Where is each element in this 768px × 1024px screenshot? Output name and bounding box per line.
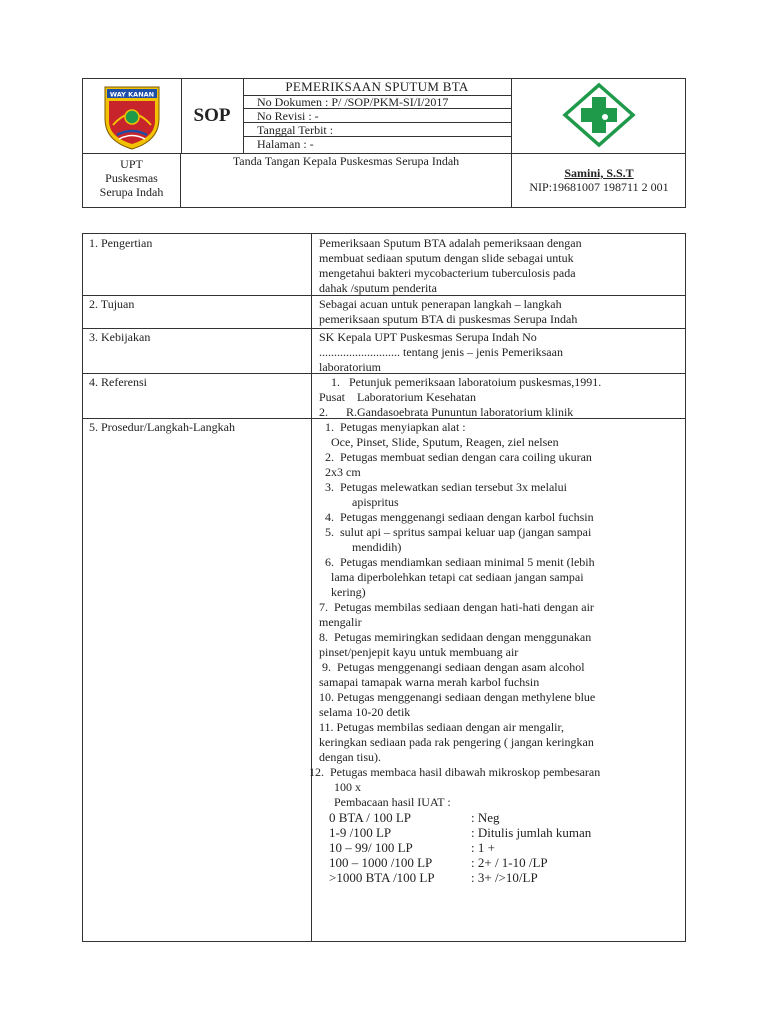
meta-no-dokumen: No Dokumen : P/ /SOP/PKM-SI/I/2017 bbox=[243, 95, 511, 109]
procedure-step-line: 6. Petugas mendiamkan sediaan minimal 5 menit (lebih bbox=[319, 555, 595, 569]
section-label-kebijakan: 3. Kebijakan bbox=[89, 330, 151, 344]
procedure-step-line: samapai tamapak warna merah karbol fuchsin bbox=[319, 675, 540, 689]
section-text-tujuan bbox=[319, 297, 679, 327]
procedure-step-line: 100 x bbox=[319, 780, 361, 794]
procedure-step-line: Oce, Pinset, Slide, Sputum, Reagen, ziel nelsen bbox=[319, 435, 559, 449]
way-kanan-crest-icon bbox=[83, 79, 181, 153]
section-label-pengertian: 1. Pengertian bbox=[89, 236, 153, 250]
result-reading-row bbox=[319, 855, 679, 870]
procedure-step-line: 10. Petugas menggenangi sediaan dengan methylene blue bbox=[319, 690, 596, 704]
text-line: Sebagai acuan untuk penerapan langkah – langkah bbox=[319, 297, 562, 311]
procedure-step-line: mengalir bbox=[319, 615, 362, 629]
result-reading-row bbox=[319, 810, 679, 825]
text-line: 1. Petunjuk pemeriksaan laboratoium puskesmas,1991. bbox=[319, 375, 602, 389]
text-line: dahak /sputum penderita bbox=[319, 281, 437, 295]
upt-name-cell bbox=[83, 154, 181, 207]
procedure-step-line: kering) bbox=[319, 585, 366, 599]
document-title: PEMERIKSAAN SPUTUM BTA bbox=[243, 79, 511, 96]
procedure-step-line: 8. Petugas memiringkan sedidaan dengan menggunakan bbox=[319, 630, 592, 644]
text-line: mengetahui bakteri mycobacterium tuberculosis pada bbox=[319, 266, 576, 280]
procedure-step-line: 2. Petugas membuat sedian dengan cara coiling ukuran bbox=[319, 450, 592, 464]
text-line: pemeriksaan sputum BTA di puskesmas Serupa Indah bbox=[319, 312, 578, 326]
procedure-step-line: 7. Petugas membilas sediaan dengan hati-hati dengan air bbox=[319, 600, 594, 614]
text-line: membuat sediaan sputum dengan slide sebagai untuk bbox=[319, 251, 574, 265]
procedure-step-line: 11. Petugas membilas sediaan dengan air mengalir, bbox=[319, 720, 565, 734]
procedure-step-line: dengan tisu). bbox=[319, 750, 381, 764]
result-reading-row bbox=[319, 870, 679, 885]
text-line: laboratorium bbox=[319, 360, 381, 374]
procedure-step-line: 12. Petugas membaca hasil dibawah mikroskop pembesaran bbox=[309, 765, 601, 779]
result-range: >1000 BTA /100 LP bbox=[329, 870, 435, 885]
result-reading-row bbox=[319, 840, 679, 855]
procedure-step-line: Pembacaan hasil IUAT : bbox=[319, 795, 451, 809]
procedure-step-line: mendidih) bbox=[319, 540, 402, 554]
section-text-referensi bbox=[319, 375, 679, 420]
meta-tanggal-terbit: Tanggal Terbit : bbox=[243, 123, 511, 137]
procedure-step-line: 9. Petugas menggenangi sediaan dengan asam alcohol bbox=[319, 660, 585, 674]
sop-content-table bbox=[82, 233, 686, 942]
text-line: Pemeriksaan Sputum BTA adalah pemeriksaan dengan bbox=[319, 236, 582, 250]
puskesmas-cross-icon bbox=[512, 79, 686, 153]
signer-name: Samini, S.S.T bbox=[564, 166, 634, 180]
way-kanan-crest-cell bbox=[83, 79, 182, 153]
text-line: Pusat Laboratorium Kesehatan bbox=[319, 390, 476, 404]
text-line: 2. R.Gandasoebrata Pununtun laboratorium klinik bbox=[319, 405, 574, 419]
result-value: : Neg bbox=[471, 810, 500, 825]
section-label-tujuan: 2. Tujuan bbox=[89, 297, 135, 311]
section-text-kebijakan bbox=[319, 330, 679, 375]
result-value: : Ditulis jumlah kuman bbox=[471, 825, 592, 840]
section-label-referensi: 4. Referensi bbox=[89, 375, 147, 389]
row-divider bbox=[83, 328, 685, 329]
upt-line: UPT bbox=[120, 157, 143, 171]
result-value: : 2+ / 1-10 /LP bbox=[471, 855, 548, 870]
signer-nip: NIP:19681007 198711 2 001 bbox=[529, 180, 669, 194]
result-range: 0 BTA / 100 LP bbox=[329, 810, 412, 825]
sop-label: SOP bbox=[181, 79, 244, 153]
result-value: : 1 + bbox=[471, 840, 495, 855]
upt-line: Serupa Indah bbox=[99, 185, 164, 199]
section-label-prosedur: 5. Prosedur/Langkah-Langkah bbox=[89, 420, 235, 434]
puskesmas-logo-cell bbox=[511, 79, 686, 153]
crest-caption: WAY KANAN bbox=[109, 90, 155, 99]
text-line: SK Kepala UPT Puskesmas Serupa Indah No bbox=[319, 330, 537, 344]
procedure-step-line: 4. Petugas menggenangi sediaan dengan karbol fuchsin bbox=[319, 510, 594, 524]
procedure-step-line: 1. Petugas menyiapkan alat : bbox=[319, 420, 466, 434]
text-line: ........................... tentang jenis – jenis Pemeriksaan bbox=[319, 345, 563, 359]
procedure-step-line: apispritus bbox=[319, 495, 399, 509]
result-value: : 3+ />10/LP bbox=[471, 870, 538, 885]
result-reading-row bbox=[319, 825, 679, 840]
procedure-step-line: 3. Petugas melewatkan sedian tersebut 3x melalui bbox=[319, 480, 567, 494]
procedure-step-line: 2x3 cm bbox=[319, 465, 361, 479]
section-text-prosedur bbox=[309, 420, 679, 885]
procedure-step-line: lama diperbolehkan tetapi cat sediaan jangan sampai bbox=[319, 570, 584, 584]
procedure-step-line: selama 10-20 detik bbox=[319, 705, 411, 719]
section-text-pengertian bbox=[319, 236, 679, 296]
upt-line: Puskesmas bbox=[105, 171, 158, 185]
signature-label: Tanda Tangan Kepala Puskesmas Serupa Indah bbox=[232, 154, 460, 168]
signer-cell bbox=[511, 154, 686, 207]
result-range: 100 – 1000 /100 LP bbox=[329, 855, 433, 870]
procedure-step-line: keringkan sediaan pada rak pengering ( jangan keringkan bbox=[319, 735, 594, 749]
sop-header-table bbox=[82, 78, 686, 208]
result-range: 10 – 99/ 100 LP bbox=[329, 840, 413, 855]
procedure-step-line: pinset/penjepit kayu untuk membuang air bbox=[319, 645, 519, 659]
meta-no-revisi: No Revisi : - bbox=[243, 109, 511, 123]
procedure-step-line: 5. sulut api – spritus sampai keluar uap (jangan sampai bbox=[319, 525, 592, 539]
meta-halaman: Halaman : - bbox=[257, 137, 314, 151]
result-range: 1-9 /100 LP bbox=[329, 825, 392, 840]
column-divider bbox=[311, 234, 312, 941]
